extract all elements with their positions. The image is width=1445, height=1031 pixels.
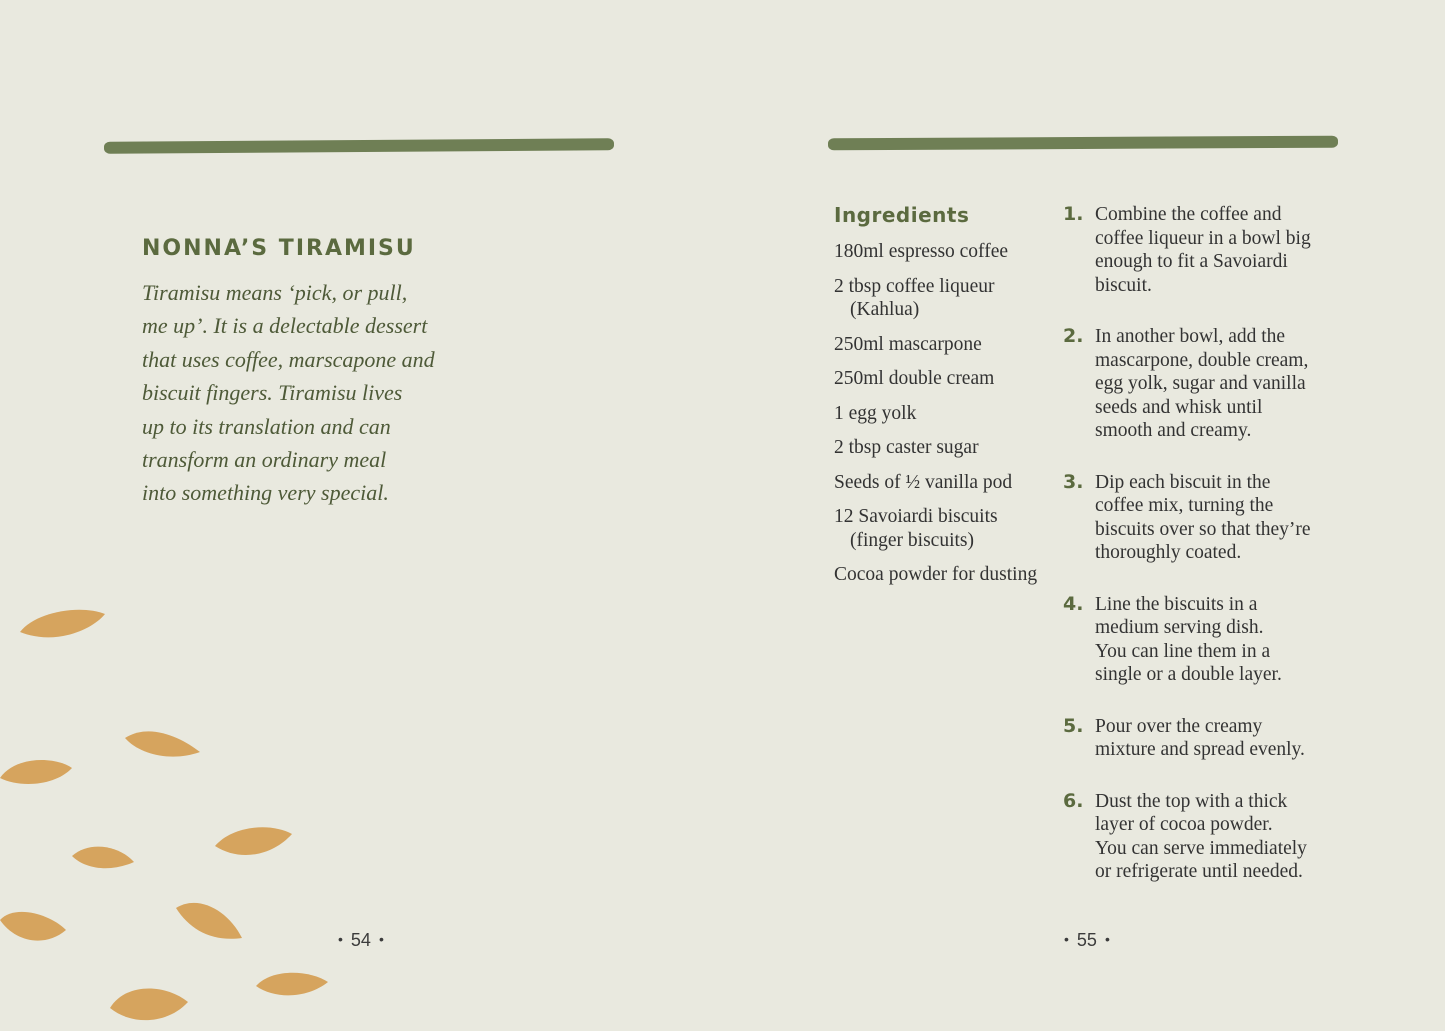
method-step	[1063, 715, 1353, 762]
step-line: enough to fit a Savoiardi	[1095, 251, 1288, 272]
step-line: Dust the top with a thick	[1095, 790, 1288, 812]
intro-line: Tiramisu means ‘pick, or pull,	[142, 280, 408, 305]
step-line: smooth and creamy.	[1095, 420, 1252, 441]
step-line: thoroughly coated.	[1095, 542, 1242, 563]
page-number: • 55 •	[1064, 930, 1110, 950]
intro-line: me up’. It is a delectable dessert	[142, 313, 428, 339]
step-text	[1095, 790, 1353, 884]
intro-line: that uses coffee, marscapone and	[142, 346, 435, 372]
intro-line: biscuit fingers. Tiramisu lives	[142, 380, 403, 406]
method-step	[1063, 593, 1353, 687]
method-step	[1063, 325, 1353, 443]
leaf-shape	[110, 988, 188, 1020]
step-line: Pour over the creamy	[1095, 715, 1263, 737]
leaf-shape	[72, 847, 134, 869]
page-number-value: 55	[1076, 930, 1097, 950]
intro-line: into something very special.	[142, 480, 389, 506]
method-step	[1063, 471, 1353, 565]
intro-line: transform an ordinary meal	[142, 447, 387, 473]
step-line: medium serving dish.	[1095, 617, 1264, 638]
ingredient-item: 180ml espresso coffee	[834, 241, 1009, 262]
step-number: 4.	[1063, 592, 1084, 615]
step-line: Dip each biscuit in the	[1095, 471, 1271, 493]
step-text	[1095, 203, 1353, 297]
ingredients-heading: Ingredients	[834, 203, 970, 227]
leaf-shape	[215, 827, 292, 855]
step-line: biscuit.	[1095, 274, 1152, 296]
leaf-shape	[176, 903, 242, 939]
step-line: single or a double layer.	[1095, 664, 1282, 685]
step-line: You can line them in a	[1095, 640, 1271, 662]
step-text	[1095, 715, 1353, 762]
method-steps	[1063, 203, 1353, 912]
method-step	[1063, 790, 1353, 884]
recipe-intro	[142, 276, 462, 510]
step-line: Combine the coffee and	[1095, 204, 1282, 225]
leaf-shape	[0, 760, 72, 784]
header-brush-rule	[828, 136, 1338, 151]
method-step	[1063, 203, 1353, 297]
step-line: coffee mix, turning the	[1095, 495, 1274, 516]
left-page	[0, 0, 722, 1031]
step-line: or refrigerate until needed.	[1095, 861, 1303, 882]
step-number: 3.	[1063, 470, 1084, 493]
leaf-shape	[256, 973, 328, 996]
step-line: seeds and whisk until	[1095, 396, 1263, 418]
step-number: 6.	[1063, 789, 1084, 812]
step-line: In another bowl, add the	[1095, 326, 1286, 347]
step-number: 1.	[1063, 203, 1084, 225]
ingredients-list	[834, 240, 1049, 598]
step-line: You can serve immediately	[1095, 837, 1307, 859]
step-line: Line the biscuits in a	[1095, 593, 1258, 615]
step-line: coffee liqueur in a bowl big	[1095, 227, 1311, 249]
step-number: 2.	[1063, 325, 1084, 347]
step-line: mixture and spread evenly.	[1095, 739, 1305, 760]
right-page	[723, 0, 1445, 1031]
page-number: • 54 •	[338, 930, 384, 950]
leaf-shape	[0, 912, 66, 941]
page-number-value: 54	[350, 930, 371, 950]
ingredient-item: 12 Savoiardi biscuits (finger biscuits)	[834, 506, 998, 551]
step-text	[1095, 471, 1353, 565]
step-line: mascarpone, double cream,	[1095, 349, 1309, 371]
ingredient-item: Cocoa powder for dusting	[834, 564, 1038, 585]
ingredient-item: 1 egg yolk	[834, 402, 917, 424]
recipe-title: NONNA’S TIRAMISU	[142, 236, 416, 261]
step-text	[1095, 325, 1353, 443]
intro-line: up to its translation and can	[142, 413, 391, 439]
leaf-shape	[20, 610, 105, 638]
ingredient-item: 2 tbsp coffee liqueur (Kahlua)	[834, 275, 995, 320]
ingredient-item: 250ml double cream	[834, 368, 995, 389]
leaf-shape	[125, 731, 200, 756]
ingredient-item: 250ml mascarpone	[834, 333, 982, 355]
step-number: 5.	[1063, 714, 1084, 737]
ingredient-item: Seeds of ½ vanilla pod	[834, 471, 1013, 493]
step-text	[1095, 593, 1353, 687]
header-brush-rule	[104, 138, 614, 154]
leaf-illustration	[0, 590, 340, 1031]
step-line: layer of cocoa powder.	[1095, 814, 1273, 835]
step-line: biscuits over so that they’re	[1095, 518, 1311, 540]
ingredient-item: 2 tbsp caster sugar	[834, 437, 979, 458]
step-line: egg yolk, sugar and vanilla	[1095, 373, 1306, 394]
